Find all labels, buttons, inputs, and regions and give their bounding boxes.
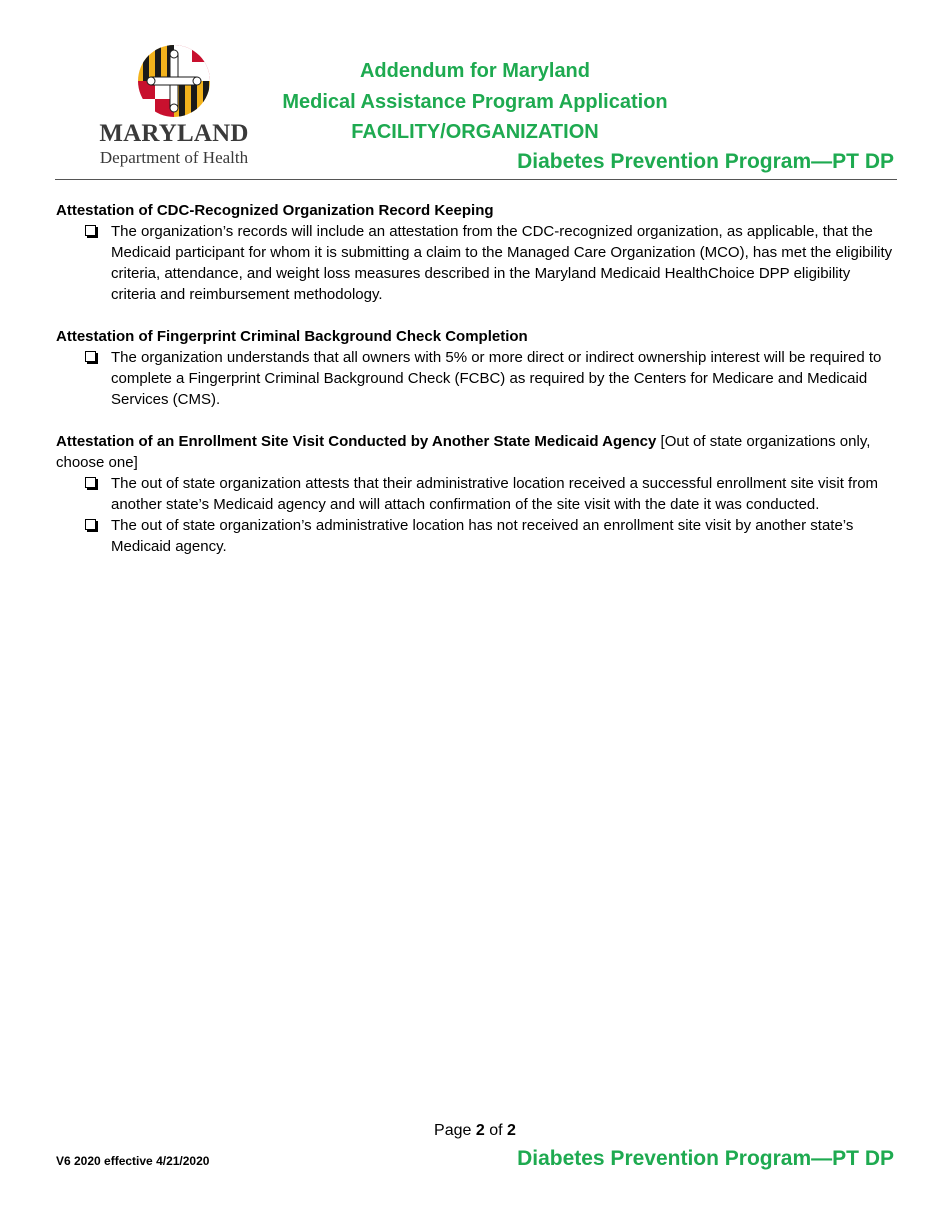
- attestation-item-text: The out of state organization attests that their administrative location received a successful enrollment site visit from another state’s Medicaid agency and will attach confirmation of the site visit with the date it was conducted.: [111, 475, 879, 513]
- maryland-logo: [88, 44, 260, 170]
- header-title-line-1: Addendum for Maryland: [359, 60, 590, 82]
- section-heading-text: Attestation of CDC-Recognized Organization Record Keeping: [56, 202, 494, 219]
- attestation-item-text: The organization’s records will include an attestation from the CDC-recognized organization, as applicable, that the Medicaid participant for whom it is submitting a claim to the Managed Care Organization (MCO), has met the eligibility criteria, attendance, and weight loss measures described in the Maryland Medicaid HealthChoice DPP eligibility criteria and reimbursement methodology.: [111, 223, 893, 303]
- logo-state-name: MARYLAND: [99, 120, 249, 147]
- attestation-item: [56, 515, 896, 557]
- header-title-line-3: FACILITY/ORGANIZATION: [351, 121, 599, 143]
- attestation-content: [56, 200, 896, 578]
- section-site-visit: [56, 431, 896, 557]
- attestation-item: [56, 473, 896, 515]
- maryland-seal-icon: [137, 44, 211, 118]
- checkbox[interactable]: [85, 351, 96, 362]
- header-title-line-2: Medical Assistance Program Application: [282, 91, 668, 113]
- version-label: V6 2020 effective 4/21/2020: [56, 1154, 210, 1168]
- attestation-item-text: The organization understands that all owners with 5% or more direct or indirect ownership interest will be required to complete a Fingerprint Criminal Background Check (FCBC) as required by the Centers for Medicare and Medicaid Services (CMS).: [111, 349, 882, 408]
- section-heading: [56, 326, 896, 347]
- header-divider: [55, 179, 897, 180]
- checkbox[interactable]: [85, 519, 96, 530]
- section-heading: [56, 431, 896, 473]
- page-current: 2: [475, 1122, 485, 1139]
- checkbox[interactable]: [85, 225, 96, 236]
- section-background-check: [56, 326, 896, 410]
- section-heading-note: [Out of state organizations only, choose one]: [56, 433, 871, 471]
- logo-department: Department of Health: [99, 148, 249, 167]
- checkbox[interactable]: [85, 477, 96, 488]
- page-total: 2: [507, 1122, 516, 1139]
- section-record-keeping: [56, 200, 896, 305]
- attestation-item: [56, 221, 896, 305]
- section-heading-text: Attestation of Fingerprint Criminal Background Check Completion: [56, 328, 528, 345]
- page-of: of: [489, 1122, 503, 1139]
- header-program-title: Diabetes Prevention Program—PT DP: [517, 150, 894, 173]
- attestation-item: [56, 347, 896, 410]
- footer-program-title: Diabetes Prevention Program—PT DP: [517, 1147, 894, 1170]
- section-heading: [56, 200, 896, 221]
- page-number: [0, 1122, 950, 1140]
- page-prefix: Page: [434, 1122, 472, 1139]
- attestation-item-text: The out of state organization’s administrative location has not received an enrollment site visit by another state’s Medicaid agency.: [111, 517, 854, 555]
- section-heading-text: Attestation of an Enrollment Site Visit Conducted by Another State Medicaid Agency: [56, 433, 657, 450]
